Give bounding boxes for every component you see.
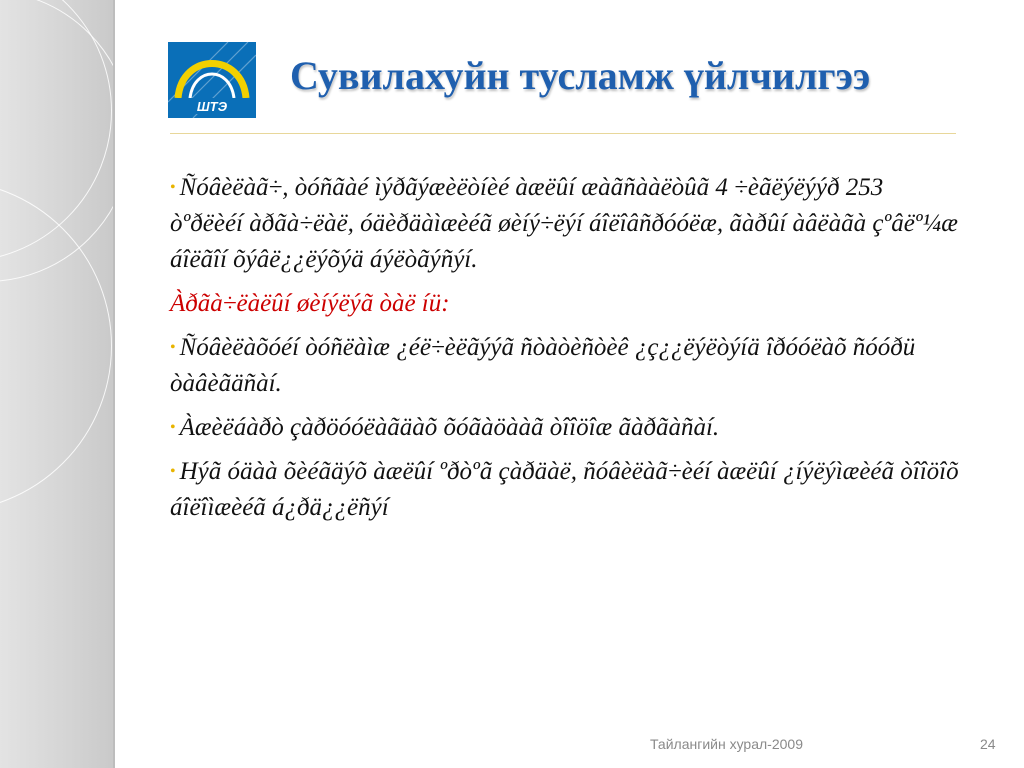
title-divider — [170, 133, 956, 134]
slide-title: Сувилахуйн тусламж үйлчилгээ — [290, 53, 871, 98]
paragraph-text: Ñóâèëàã÷, òóñãàé ìýðãýæèëòíèé àæëûí æàãñààëòûã 4 ÷èãëýëýýð 253 òºðëèéí àðãà÷ëàë, óäèðäàìæèéã øèíý÷ëýí áîëîâñðóóëæ, ãàðûí àâëàãà çºâëº¼æ áîëãîí õýâë¿¿ëýõýä áýëòãýñýí. — [170, 174, 958, 273]
left-decorative-panel — [0, 0, 115, 768]
bullet-icon: • — [170, 179, 176, 196]
paragraph — [170, 170, 960, 278]
paragraph — [170, 454, 960, 526]
panel-edge — [113, 0, 115, 768]
footer-event-name: Тайлангийн хурал-2009 — [650, 736, 803, 752]
paragraph-heading — [170, 286, 960, 322]
paragraph — [170, 410, 960, 446]
bullet-icon: • — [170, 419, 176, 436]
paragraph — [170, 330, 960, 402]
logo-text: ШТЭ — [196, 99, 228, 114]
page-number: 24 — [980, 736, 996, 752]
organization-logo — [168, 42, 256, 118]
bullet-icon: • — [170, 339, 176, 356]
paragraph-text: Нýã óäàà õèéãäýõ àæëûí ºðòºã çàðäàë, ñóâèëàã÷èéí àæëûí ¿íýëýìæèéã òîîöîõ áîëîìæèéã á¿ðä¿¿ëñýí — [170, 458, 959, 521]
paragraph-text: Ñóâèëàõóéí òóñëàìæ ¿éë÷èëãýýã ñòàòèñòèê ¿ç¿¿ëýëòýíä îðóóëàõ ñóóðü òàâèãäñàí. — [170, 334, 916, 397]
slide-content — [170, 170, 960, 534]
paragraph-text: Àðãà÷ëàëûí øèíýëýã òàë íü: — [170, 290, 450, 317]
bullet-icon: • — [170, 463, 176, 480]
paragraph-text: Àæèëáàðò çàðöóóëàãäàõ õóãàöààã òîîöîæ ãàðãàñàí. — [179, 414, 720, 441]
